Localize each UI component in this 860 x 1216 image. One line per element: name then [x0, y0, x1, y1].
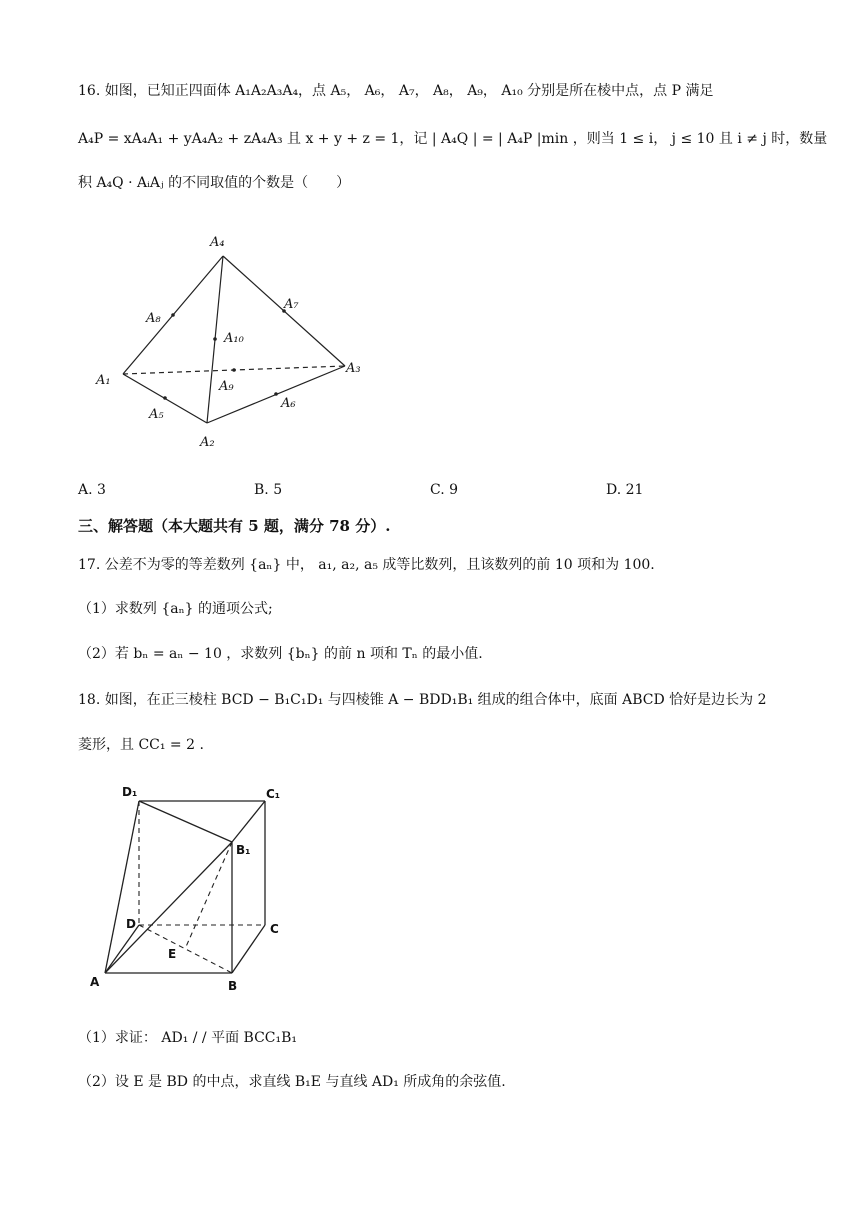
label-a1: A₁: [96, 373, 111, 388]
label-a2: A₂: [200, 435, 215, 450]
edge-b1-c1: [232, 801, 265, 842]
label-a: A: [90, 975, 100, 989]
option-d: D. 21: [606, 482, 644, 498]
label-c: C: [270, 922, 279, 936]
q18-line2: 菱形，且 CC₁ = 2 .: [78, 737, 204, 753]
q18-line1: 18. 如图，在正三棱柱 BCD − B₁C₁D₁ 与四棱锥 A − BDD₁B₁ 组成的组合体中，底面 ABCD 恰好是边长为 2: [78, 692, 767, 708]
label-a9: A₉: [219, 379, 234, 394]
label-b1: B₁: [236, 843, 251, 857]
q17-line1: 17. 公差不为零的等差数列 {aₙ} 中， a₁, a₂, a₅ 成等比数列，且该数列的前 10 项和为 100.: [78, 557, 655, 573]
label-a5: A₅: [149, 407, 164, 422]
section-3-heading: 三、解答题（本大题共有 5 题，满分 78 分）.: [78, 517, 391, 535]
point-a6: [274, 392, 278, 396]
point-a10: [213, 337, 217, 341]
edge-d1-a: [105, 801, 139, 973]
label-d1: D₁: [122, 785, 138, 799]
point-a8: [171, 313, 175, 317]
point-a5: [163, 396, 167, 400]
label-a7: A₇: [284, 297, 299, 312]
edge-b1-e-hidden: [185, 842, 232, 949]
option-b: B. 5: [254, 482, 283, 498]
option-a: A. 3: [78, 482, 106, 498]
tetrahedron-figure: [90, 222, 390, 462]
label-a6: A₆: [281, 396, 296, 411]
label-b: B: [228, 979, 238, 993]
label-a10: A₁₀: [224, 331, 244, 346]
q17-part1: （1）求数列 {aₙ} 的通项公式;: [78, 601, 273, 617]
label-a3: A₃: [346, 361, 361, 376]
label-c1: C₁: [266, 787, 281, 801]
label-a8: A₈: [146, 311, 161, 326]
label-d: D: [126, 917, 136, 931]
q16-line1: 16. 如图，已知正四面体 A₁A₂A₃A₄，点 A₅， A₆， A₇， A₈， A₉， A₁₀ 分别是所在棱中点，点 P 满足: [78, 83, 714, 99]
edge-d-b-hidden: [139, 925, 232, 973]
edge-d1-b1: [139, 801, 232, 842]
q16-line3: 积 A₄Q · AᵢAⱼ 的不同取值的个数是（ ）: [78, 175, 351, 191]
q17-part2: （2）若 bₙ = aₙ − 10 ，求数列 {bₙ} 的前 n 项和 Tₙ 的最小值.: [78, 646, 483, 662]
label-a4: A₄: [210, 235, 225, 250]
prism-pyramid-figure: [80, 778, 320, 1008]
q18-part2: （2）设 E 是 BD 的中点，求直线 B₁E 与直线 AD₁ 所成角的余弦值.: [78, 1074, 506, 1090]
option-c: C. 9: [430, 482, 459, 498]
point-a9: [232, 368, 236, 372]
label-e: E: [168, 947, 177, 961]
q18-part1: （1）求证： AD₁ / / 平面 BCC₁B₁: [78, 1030, 298, 1046]
q16-line2: A₄P = xA₄A₁ + yA₄A₂ + zA₄A₃ 且 x + y + z = 1，记 | A₄Q | = | A₄P |min ，则当 1 ≤ i， j ≤ 10 且 i ≠ j 时，数量: [78, 131, 828, 147]
edge-b-c: [232, 925, 265, 973]
